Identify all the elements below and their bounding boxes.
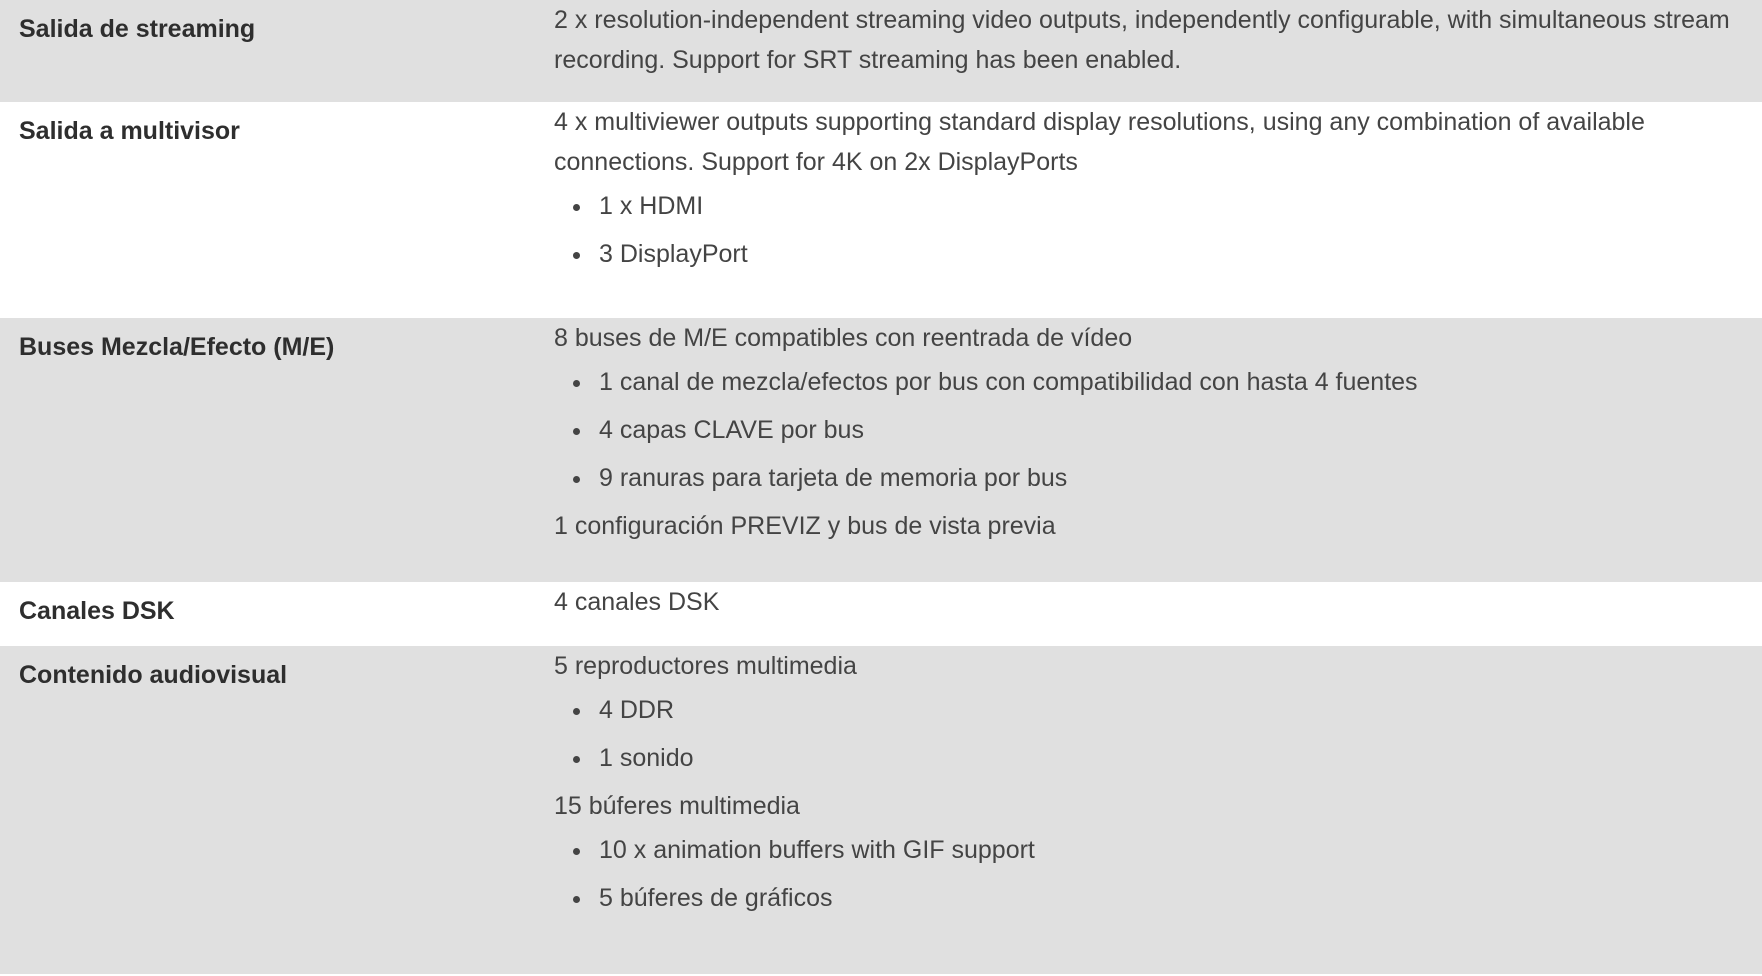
list-item: 1 sonido: [599, 738, 1742, 778]
spec-label: Contenido audiovisual: [19, 661, 288, 689]
spec-label: Salida a multivisor: [19, 117, 240, 145]
spec-text: 4 x multiviewer outputs supporting standard display resolutions, using any combination of available connections. Support for 4K on 2x DisplayPorts: [554, 108, 1645, 176]
spec-label-cell: [0, 318, 554, 582]
spec-text: 4 canales DSK: [554, 588, 720, 616]
spec-row-multiviewer: [0, 102, 1762, 318]
spec-label-cell: [0, 0, 554, 102]
bullet-list: [554, 830, 1742, 918]
bullet-list: [554, 362, 1742, 498]
spec-row-dsk: [0, 582, 1762, 646]
spec-label: Salida de streaming: [19, 15, 256, 43]
spec-row-streaming: [0, 0, 1762, 102]
spec-row-me-buses: [0, 318, 1762, 582]
spec-value-cell: [554, 646, 1762, 974]
spec-label: Buses Mezcla/Efecto (M/E): [19, 333, 335, 361]
bullet-list: [554, 690, 1742, 778]
spec-text: 8 buses de M/E compatibles con reentrada de vídeo: [554, 324, 1133, 352]
spec-value-cell: [554, 318, 1762, 582]
list-item: 4 capas CLAVE por bus: [599, 410, 1742, 450]
spec-value-cell: [554, 102, 1762, 318]
spec-text: 5 reproductores multimedia: [554, 652, 857, 680]
spec-label: Canales DSK: [19, 597, 175, 625]
spec-text-secondary: 1 configuración PREVIZ y bus de vista previa: [554, 512, 1056, 540]
spec-label-cell: [0, 646, 554, 974]
spec-text-secondary: 15 búferes multimedia: [554, 792, 800, 820]
list-item: 10 x animation buffers with GIF support: [599, 830, 1742, 870]
spec-label-cell: [0, 582, 554, 646]
spec-text: 2 x resolution-independent streaming video outputs, independently configurable, with simultaneous stream recording. Support for SRT streaming has been enabled.: [554, 6, 1730, 74]
spec-label-cell: [0, 102, 554, 318]
list-item: 3 DisplayPort: [599, 234, 1742, 274]
list-item: 4 DDR: [599, 690, 1742, 730]
bullet-list: [554, 186, 1742, 274]
spec-value-cell: [554, 0, 1762, 102]
list-item: 1 canal de mezcla/efectos por bus con compatibilidad con hasta 4 fuentes: [599, 362, 1742, 402]
list-item: 1 x HDMI: [599, 186, 1742, 226]
spec-row-audiovisual: [0, 646, 1762, 974]
list-item: 9 ranuras para tarjeta de memoria por bus: [599, 458, 1742, 498]
list-item: 5 búferes de gráficos: [599, 878, 1742, 918]
spec-value-cell: [554, 582, 1762, 646]
